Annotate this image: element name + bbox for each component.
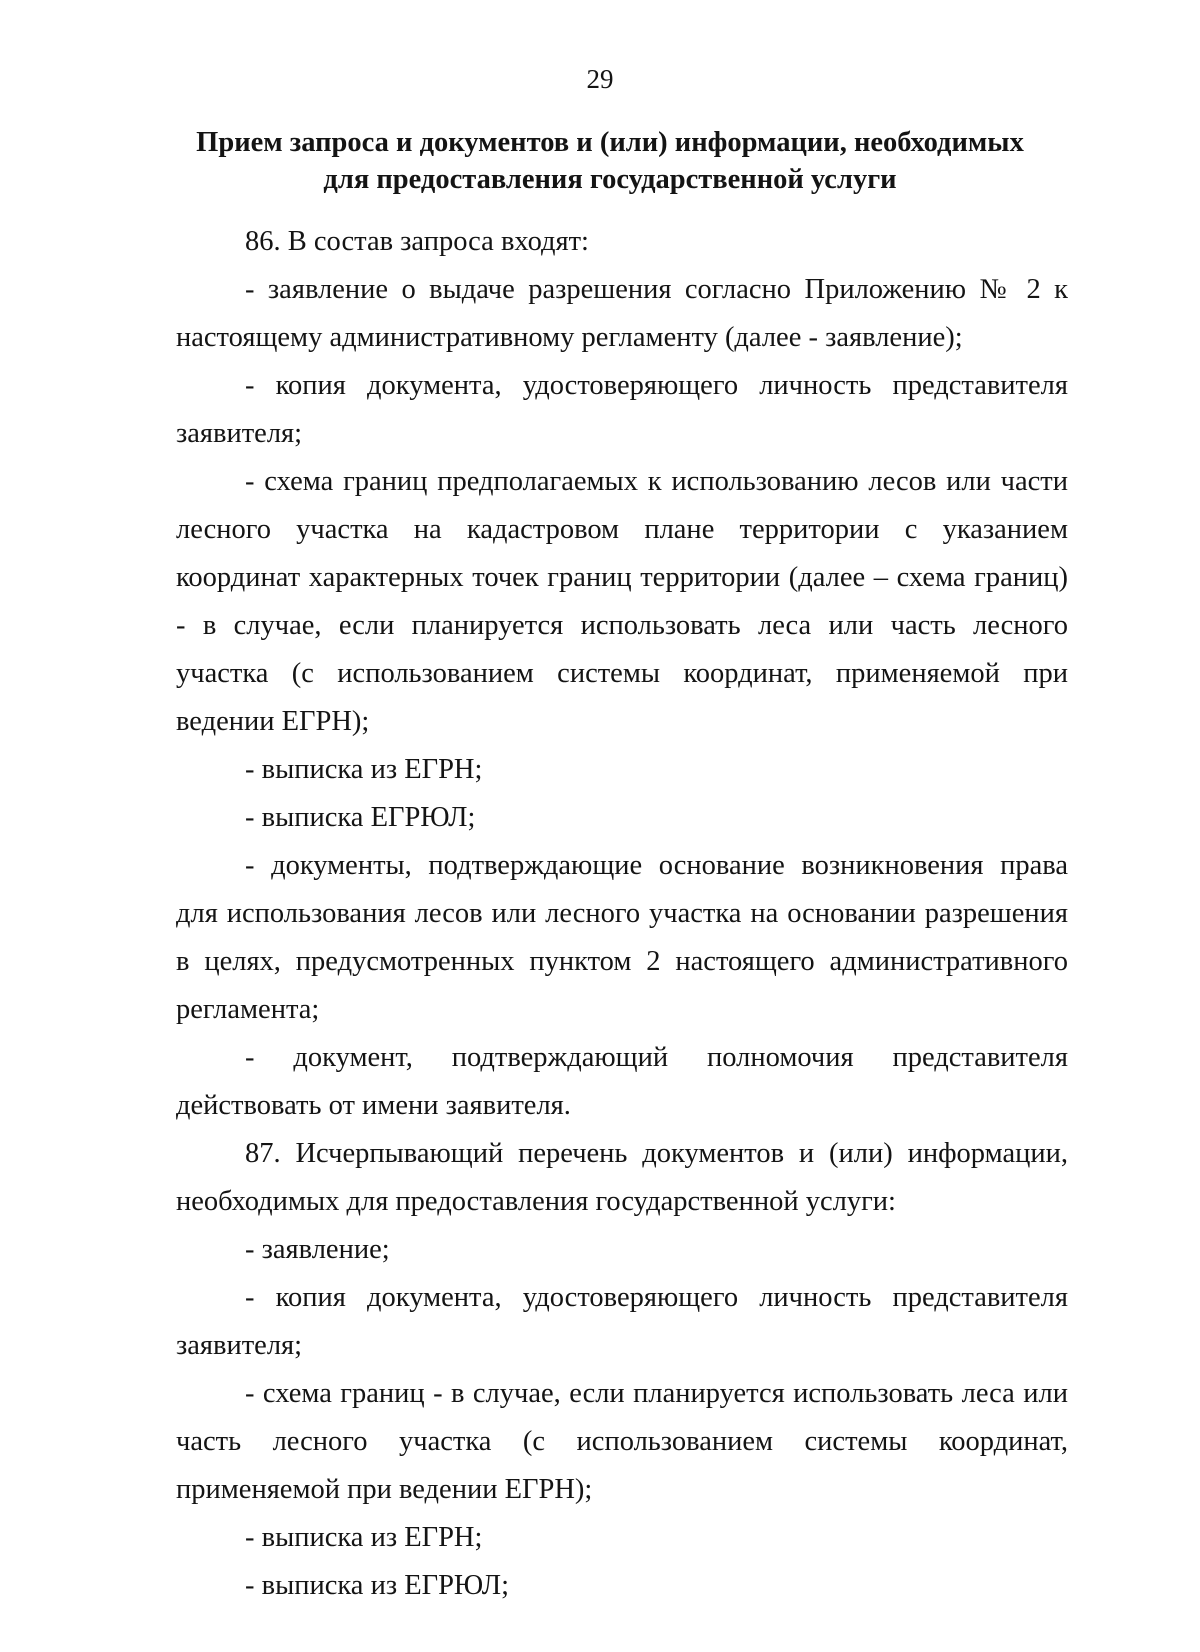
section-heading bbox=[170, 124, 1050, 198]
list-item-identity-copy: - копия документа, удостоверяющего личность представителя заявителя; bbox=[176, 370, 1068, 449]
list-item-identity-copy-2: - копия документа, удостоверяющего личность представителя заявителя; bbox=[176, 1282, 1068, 1361]
document-body bbox=[176, 218, 1068, 1610]
section-heading-line-2: для предоставления государственной услуги bbox=[323, 164, 897, 195]
section-heading-line-1: Прием запроса и документов и (или) информации, необходимых bbox=[196, 127, 1024, 158]
paragraph-86-intro: 86. В состав запроса входят: bbox=[245, 226, 589, 257]
list-item-authority-document: - документ, подтверждающий полномочия представителя действовать от имени заявителя. bbox=[176, 1042, 1068, 1121]
list-item-application: - заявление о выдаче разрешения согласно Приложению № 2 к настоящему административному регламенту (далее - заявление); bbox=[176, 274, 1068, 353]
paragraph-87-intro: 87. Исчерпывающий перечень документов и (или) информации, необходимых для предоставления государственной услуги: bbox=[176, 1138, 1068, 1217]
list-item-egrn-extract-2: - выписка из ЕГРН; bbox=[245, 1522, 483, 1553]
list-item-egrul-extract-2: - выписка из ЕГРЮЛ; bbox=[245, 1570, 510, 1601]
list-item-right-documents: - документы, подтверждающие основание возникновения права для использования лесов или лесного участка на основании разрешения в целях, предусмотренных пунктом 2 настоящего административного регламента; bbox=[176, 850, 1068, 1025]
list-item-boundary-scheme-2: - схема границ - в случае, если планируется использовать леса или часть лесного участка (с использованием системы координат, применяемой при ведении ЕГРН); bbox=[176, 1378, 1068, 1505]
list-item-boundary-scheme: - схема границ предполагаемых к использованию лесов или части лесного участка на кадастровом плане территории с указанием координат характерных точек границ территории (далее – схема границ) - в случае, если планируется использовать леса или часть лесного участка (с использованием системы координат, применяемой при ведении ЕГРН); bbox=[176, 466, 1068, 737]
list-item-egrul-extract: - выписка ЕГРЮЛ; bbox=[245, 802, 476, 833]
list-item-egrn-extract: - выписка из ЕГРН; bbox=[245, 754, 483, 785]
page-number: 29 bbox=[586, 64, 614, 94]
list-item-application-2: - заявление; bbox=[245, 1234, 390, 1265]
